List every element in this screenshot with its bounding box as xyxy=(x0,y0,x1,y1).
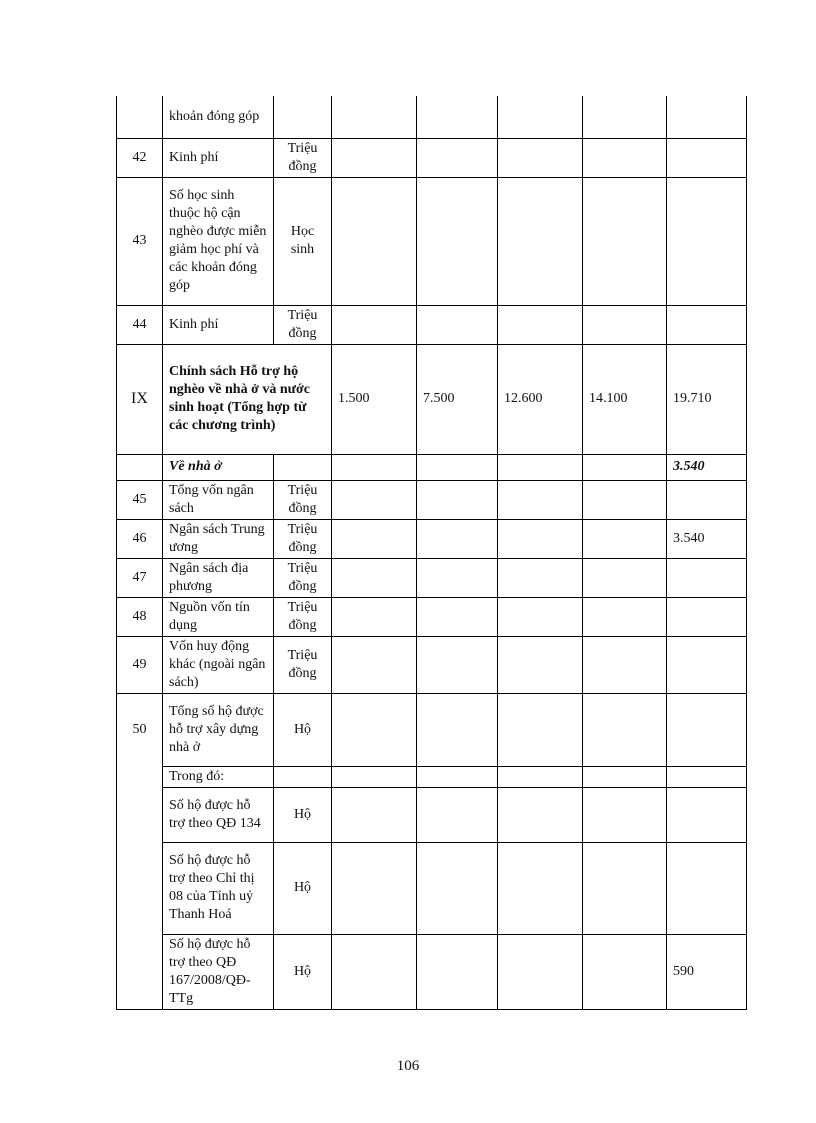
value-cell xyxy=(583,138,667,177)
table-row xyxy=(117,305,747,344)
row-number: 44 xyxy=(117,305,163,344)
row-description: Trong đó: xyxy=(163,766,274,787)
value-cell xyxy=(417,519,498,558)
page-number: 106 xyxy=(396,1058,420,1074)
row-description: Về nhà ở xyxy=(163,454,274,480)
value-cell xyxy=(498,138,583,177)
table-row xyxy=(117,344,747,454)
value-cell xyxy=(417,177,498,305)
row-description: Nguồn vốn tín dụng xyxy=(163,597,274,636)
value-cell xyxy=(417,305,498,344)
table-row xyxy=(117,934,747,1009)
table-row xyxy=(117,636,747,693)
value-cell xyxy=(417,558,498,597)
row-unit: Triệu đồng xyxy=(274,597,332,636)
value-cell xyxy=(498,454,583,480)
value-cell: 3.540 xyxy=(667,519,747,558)
value-cell xyxy=(498,636,583,693)
value-cell xyxy=(498,766,583,787)
row-number xyxy=(117,787,163,842)
data-table xyxy=(116,96,747,1010)
value-cell xyxy=(417,96,498,138)
row-unit: Triệu đồng xyxy=(274,138,332,177)
value-cell: 7.500 xyxy=(417,344,498,454)
value-cell xyxy=(332,519,417,558)
value-cell xyxy=(332,787,417,842)
value-cell xyxy=(667,177,747,305)
value-cell xyxy=(417,480,498,519)
value-cell xyxy=(332,693,417,766)
row-description: Số hộ được hỗ trợ theo Chỉ thị 08 của Tỉnh uỷ Thanh Hoá xyxy=(163,842,274,934)
value-cell xyxy=(667,766,747,787)
value-cell xyxy=(498,787,583,842)
value-cell xyxy=(667,96,747,138)
row-unit: Hộ xyxy=(274,842,332,934)
value-cell xyxy=(498,177,583,305)
row-description: Kinh phí xyxy=(163,305,274,344)
row-description: Số hộ được hỗ trợ theo QĐ 134 xyxy=(163,787,274,842)
value-cell xyxy=(498,96,583,138)
table-row xyxy=(117,480,747,519)
value-cell xyxy=(583,597,667,636)
row-unit: Triệu đồng xyxy=(274,636,332,693)
row-description: Số hộ được hỗ trợ theo QĐ 167/2008/QĐ-TTg xyxy=(163,934,274,1009)
value-cell: 14.100 xyxy=(583,344,667,454)
value-cell xyxy=(332,842,417,934)
value-cell xyxy=(667,558,747,597)
value-cell xyxy=(583,558,667,597)
value-cell xyxy=(667,636,747,693)
value-cell xyxy=(417,787,498,842)
value-cell xyxy=(498,558,583,597)
value-cell xyxy=(417,842,498,934)
row-number: 48 xyxy=(117,597,163,636)
value-cell xyxy=(332,636,417,693)
value-cell xyxy=(417,766,498,787)
row-unit xyxy=(274,454,332,480)
table-row xyxy=(117,766,747,787)
row-unit xyxy=(274,766,332,787)
value-cell xyxy=(583,519,667,558)
value-cell xyxy=(583,693,667,766)
value-cell xyxy=(667,480,747,519)
value-cell xyxy=(498,597,583,636)
table-row xyxy=(117,96,747,138)
row-number xyxy=(117,766,163,787)
value-cell xyxy=(417,693,498,766)
value-cell xyxy=(583,934,667,1009)
value-cell xyxy=(332,454,417,480)
value-cell xyxy=(583,787,667,842)
row-unit xyxy=(274,96,332,138)
value-cell: 12.600 xyxy=(498,344,583,454)
value-cell xyxy=(417,934,498,1009)
row-description: Kinh phí xyxy=(163,138,274,177)
row-unit: Hộ xyxy=(274,934,332,1009)
value-cell xyxy=(332,766,417,787)
row-number: IX xyxy=(117,344,163,454)
row-number: 50 xyxy=(117,693,163,766)
value-cell xyxy=(583,842,667,934)
value-cell xyxy=(332,934,417,1009)
table-row xyxy=(117,787,747,842)
value-cell xyxy=(583,96,667,138)
row-number xyxy=(117,934,163,1009)
row-description: Tổng số hộ được hỗ trợ xây dựng nhà ở xyxy=(163,693,274,766)
table-row xyxy=(117,138,747,177)
value-cell xyxy=(667,597,747,636)
value-cell xyxy=(498,305,583,344)
row-description: khoản đóng góp xyxy=(163,96,274,138)
value-cell xyxy=(667,693,747,766)
value-cell xyxy=(332,305,417,344)
row-unit: Triệu đồng xyxy=(274,558,332,597)
row-number: 49 xyxy=(117,636,163,693)
table-row xyxy=(117,842,747,934)
row-unit: Triệu đồng xyxy=(274,305,332,344)
value-cell xyxy=(332,138,417,177)
value-cell xyxy=(417,597,498,636)
value-cell xyxy=(332,177,417,305)
row-description: Số học sinh thuộc hộ cận nghèo được miễn giảm học phí và các khoản đóng góp xyxy=(163,177,274,305)
table-row xyxy=(117,454,747,480)
row-number: 42 xyxy=(117,138,163,177)
value-cell xyxy=(667,138,747,177)
value-cell xyxy=(417,636,498,693)
row-description: Chính sách Hỗ trợ hộ nghèo về nhà ở và nước sinh hoạt (Tổng hợp từ các chương trình) xyxy=(163,344,332,454)
row-number xyxy=(117,96,163,138)
value-cell xyxy=(417,138,498,177)
value-cell xyxy=(498,519,583,558)
row-number: 45 xyxy=(117,480,163,519)
value-cell: 3.540 xyxy=(667,454,747,480)
row-description: Ngân sách Trung ương xyxy=(163,519,274,558)
row-number: 43 xyxy=(117,177,163,305)
value-cell xyxy=(332,597,417,636)
value-cell xyxy=(583,480,667,519)
value-cell: 590 xyxy=(667,934,747,1009)
value-cell xyxy=(332,480,417,519)
value-cell xyxy=(583,305,667,344)
row-number: 46 xyxy=(117,519,163,558)
value-cell xyxy=(583,636,667,693)
value-cell xyxy=(667,842,747,934)
row-unit: Triệu đồng xyxy=(274,519,332,558)
value-cell xyxy=(667,787,747,842)
value-cell xyxy=(583,177,667,305)
value-cell: 19.710 xyxy=(667,344,747,454)
value-cell xyxy=(498,842,583,934)
table-row xyxy=(117,177,747,305)
table-row xyxy=(117,558,747,597)
row-unit: Hộ xyxy=(274,787,332,842)
value-cell xyxy=(583,454,667,480)
value-cell xyxy=(667,305,747,344)
value-cell xyxy=(498,934,583,1009)
row-description: Ngân sách địa phương xyxy=(163,558,274,597)
row-number xyxy=(117,454,163,480)
row-number: 47 xyxy=(117,558,163,597)
row-number xyxy=(117,842,163,934)
row-unit: Hộ xyxy=(274,693,332,766)
row-description: Tổng vốn ngân sách xyxy=(163,480,274,519)
value-cell: 1.500 xyxy=(332,344,417,454)
row-unit: Triệu đồng xyxy=(274,480,332,519)
value-cell xyxy=(332,558,417,597)
value-cell xyxy=(498,693,583,766)
value-cell xyxy=(417,454,498,480)
value-cell xyxy=(332,96,417,138)
value-cell xyxy=(498,480,583,519)
table-row xyxy=(117,519,747,558)
table-row xyxy=(117,693,747,766)
table-row xyxy=(117,597,747,636)
row-description: Vốn huy động khác (ngoài ngân sách) xyxy=(163,636,274,693)
value-cell xyxy=(583,766,667,787)
row-unit: Học sinh xyxy=(274,177,332,305)
